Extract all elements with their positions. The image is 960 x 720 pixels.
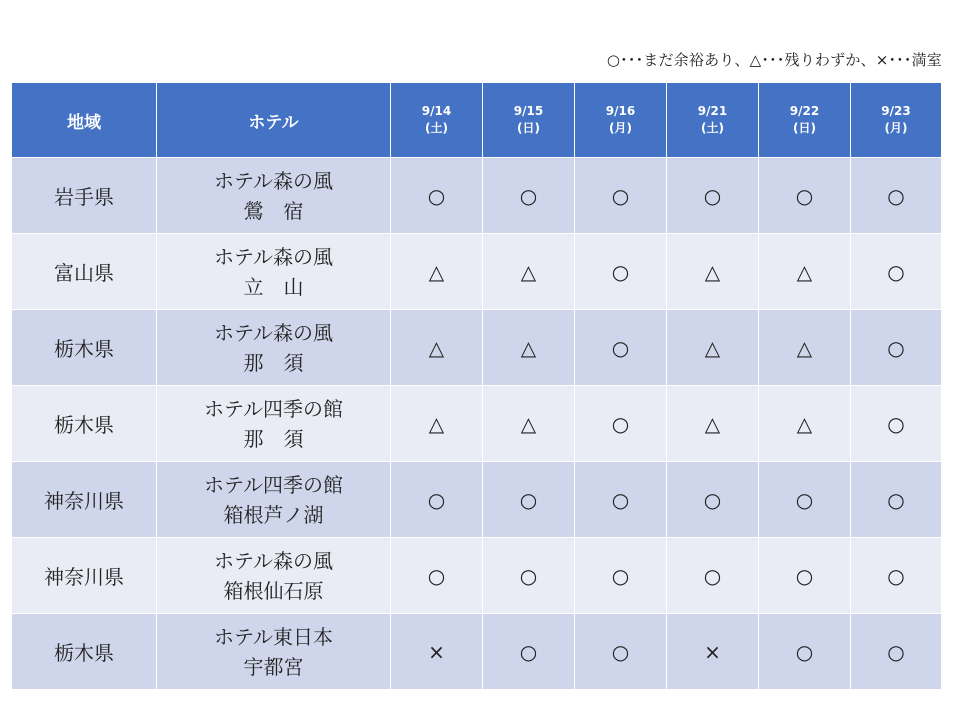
hotel-name: ホテル森の風 <box>214 244 333 269</box>
header-date <box>759 83 851 158</box>
availability-mark: ○ <box>575 386 667 462</box>
availability-mark: ○ <box>851 462 942 538</box>
region-cell: 栃木県 <box>12 614 157 690</box>
availability-mark: ○ <box>575 234 667 310</box>
hotel-name: ホテル四季の館 <box>204 472 343 497</box>
table-row <box>12 538 942 614</box>
availability-mark: × <box>391 614 483 690</box>
availability-mark: ○ <box>575 462 667 538</box>
availability-mark: ○ <box>851 234 942 310</box>
region-cell: 栃木県 <box>12 386 157 462</box>
header-date-label: 9/21 <box>697 104 728 118</box>
availability-mark: ○ <box>851 310 942 386</box>
region-cell: 神奈川県 <box>12 462 157 538</box>
availability-mark: ○ <box>851 538 942 614</box>
availability-mark: ○ <box>667 538 759 614</box>
availability-mark: △ <box>759 234 851 310</box>
hotel-location: 箱根芦ノ湖 <box>223 502 324 527</box>
availability-mark: ○ <box>391 538 483 614</box>
availability-mark: ○ <box>851 614 942 690</box>
table-row <box>12 462 942 538</box>
table-row <box>12 614 942 690</box>
availability-mark: ○ <box>575 538 667 614</box>
header-date <box>483 83 575 158</box>
region-cell: 栃木県 <box>12 310 157 386</box>
availability-mark: ○ <box>575 158 667 234</box>
availability-mark: △ <box>391 386 483 462</box>
availability-mark: ○ <box>759 158 851 234</box>
availability-table <box>11 82 942 690</box>
availability-mark: △ <box>391 310 483 386</box>
availability-mark: △ <box>759 386 851 462</box>
header-day-label: (月) <box>884 121 908 135</box>
header-region: 地域 <box>12 83 157 158</box>
header-day-label: (土) <box>425 121 448 135</box>
header-date-label: 9/23 <box>881 104 911 118</box>
availability-mark: ○ <box>483 158 575 234</box>
header-date <box>575 83 667 158</box>
table-row <box>12 386 942 462</box>
region-cell: 富山県 <box>12 234 157 310</box>
header-date-label: 9/16 <box>605 104 636 118</box>
hotel-location: 那 須 <box>243 426 304 451</box>
hotel-name: ホテル森の風 <box>214 548 333 573</box>
header-date <box>667 83 759 158</box>
availability-mark: ○ <box>575 310 667 386</box>
availability-mark: × <box>667 614 759 690</box>
availability-mark: ○ <box>391 158 483 234</box>
header-row <box>12 83 942 158</box>
availability-mark: △ <box>483 386 575 462</box>
hotel-name: ホテル東日本 <box>214 624 333 649</box>
header-date-label: 9/22 <box>789 104 820 118</box>
availability-mark: △ <box>391 234 483 310</box>
hotel-cell <box>157 158 391 234</box>
availability-mark: △ <box>759 310 851 386</box>
availability-mark: ○ <box>759 614 851 690</box>
availability-mark: ○ <box>759 538 851 614</box>
availability-mark: △ <box>483 234 575 310</box>
table-row <box>12 158 942 234</box>
header-date <box>851 83 942 158</box>
header-day-label: (月) <box>609 121 632 135</box>
region-cell: 神奈川県 <box>12 538 157 614</box>
region-cell: 岩手県 <box>12 158 157 234</box>
availability-mark: ○ <box>391 462 483 538</box>
availability-mark: ○ <box>483 538 575 614</box>
header-date <box>391 83 483 158</box>
hotel-cell <box>157 614 391 690</box>
availability-mark: ○ <box>851 158 942 234</box>
availability-mark: ○ <box>667 158 759 234</box>
header-date-label: 9/14 <box>421 104 452 118</box>
hotel-location: 鶯 宿 <box>243 198 304 223</box>
availability-mark: ○ <box>575 614 667 690</box>
availability-mark: ○ <box>759 462 851 538</box>
availability-legend: ○･･･まだ余裕あり、△･･･残りわずか、×･･･満室 <box>606 51 942 69</box>
hotel-name: ホテル四季の館 <box>204 396 343 421</box>
availability-mark: ○ <box>667 462 759 538</box>
hotel-name: ホテル森の風 <box>214 320 333 345</box>
availability-mark: ○ <box>483 462 575 538</box>
hotel-location: 那 須 <box>243 350 304 375</box>
header-day-label: (日) <box>517 121 540 135</box>
header-day-label: (土) <box>701 121 724 135</box>
availability-mark: △ <box>667 386 759 462</box>
hotel-cell <box>157 310 391 386</box>
availability-mark: △ <box>667 234 759 310</box>
table-row <box>12 310 942 386</box>
hotel-location: 立 山 <box>243 274 304 299</box>
header-day-label: (日) <box>793 121 816 135</box>
hotel-location: 箱根仙石原 <box>223 578 324 603</box>
hotel-name: ホテル森の風 <box>214 168 333 193</box>
hotel-cell <box>157 538 391 614</box>
availability-mark: ○ <box>851 386 942 462</box>
availability-mark: △ <box>667 310 759 386</box>
hotel-cell <box>157 386 391 462</box>
table-row <box>12 234 942 310</box>
availability-mark: ○ <box>483 614 575 690</box>
hotel-cell <box>157 234 391 310</box>
hotel-cell <box>157 462 391 538</box>
availability-mark: △ <box>483 310 575 386</box>
hotel-location: 宇都宮 <box>243 654 304 679</box>
header-hotel: ホテル <box>157 83 391 158</box>
header-date-label: 9/15 <box>513 104 544 118</box>
